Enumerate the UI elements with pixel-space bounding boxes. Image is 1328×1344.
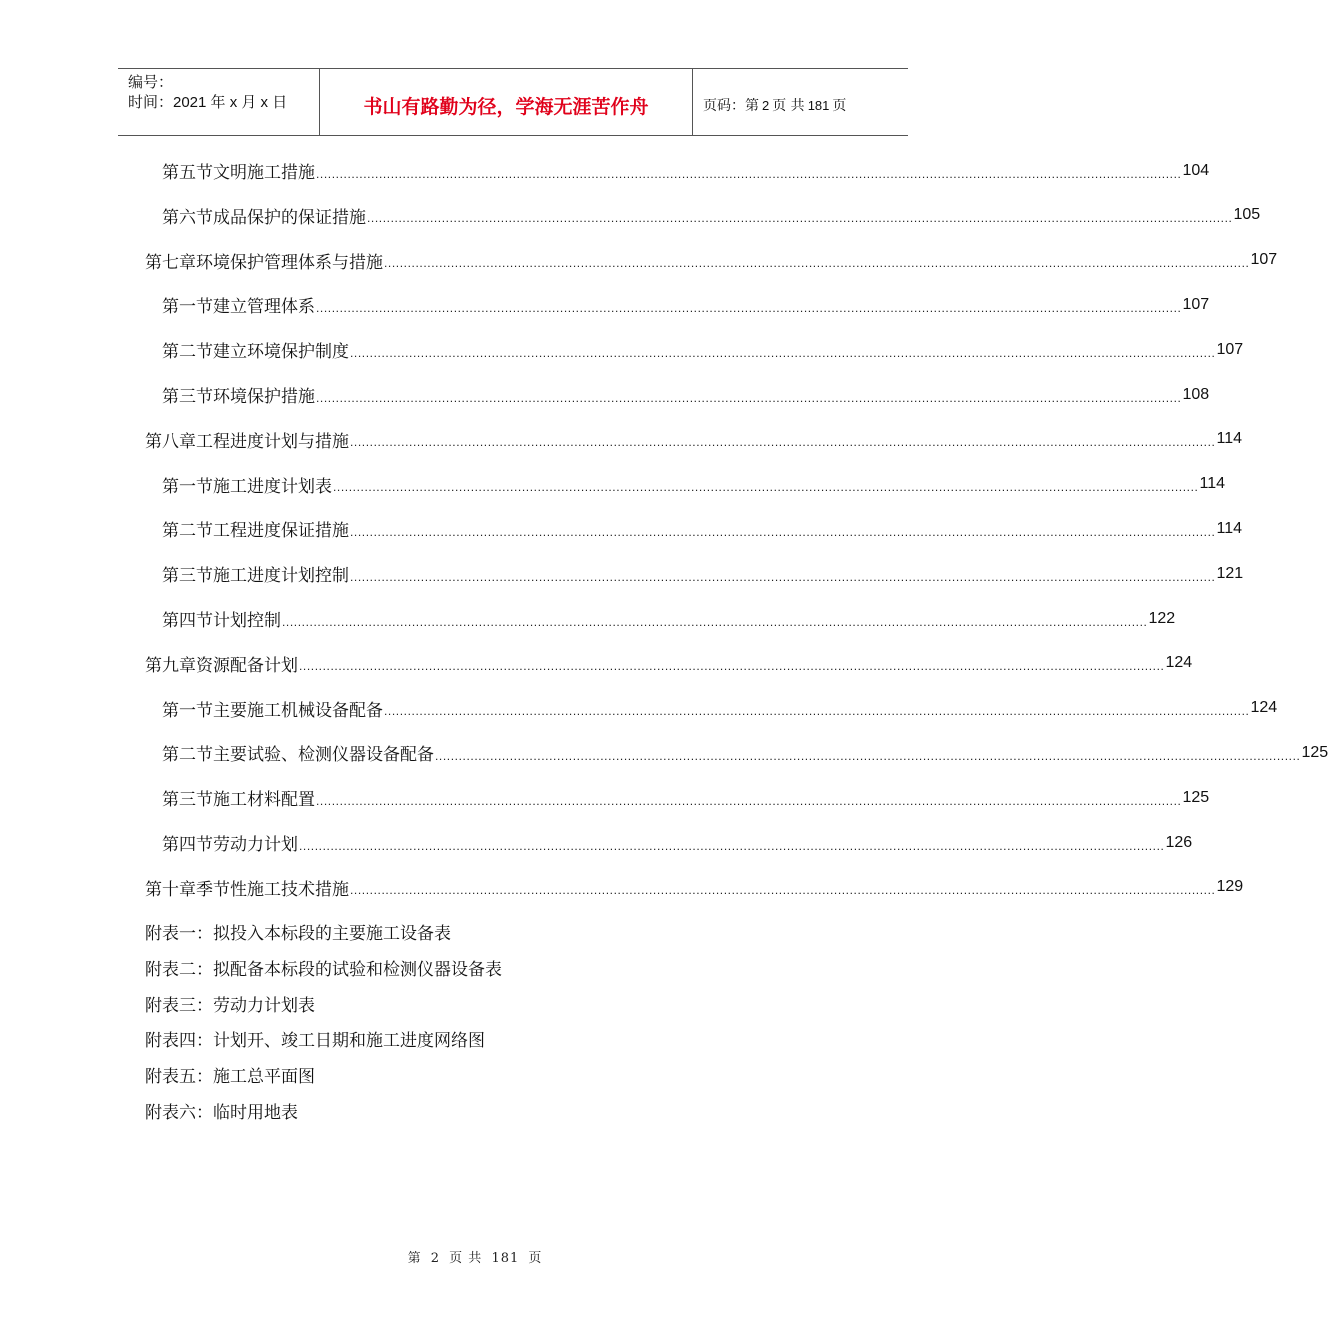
- header-meta-cell: [118, 69, 320, 135]
- toc-section-entry[interactable]: [162, 775, 1210, 820]
- toc-dot-leader: ............................................................................................................................................................................................................................: [350, 569, 1216, 584]
- toc-entry-page: 121: [1216, 564, 1244, 582]
- toc-section-entry[interactable]: [162, 462, 1225, 507]
- toc-dot-leader: ............................................................................................................................................................................................................................: [384, 256, 1250, 271]
- toc-dot-leader: ............................................................................................................................................................................................................................: [316, 300, 1182, 315]
- page-footer: [0, 1247, 950, 1266]
- page-mid: 页 共: [772, 98, 805, 114]
- toc-entry-page: 125: [1182, 788, 1210, 806]
- toc-entry-title: 季节性施工技术措施: [196, 879, 349, 900]
- toc-entry-label: 第四节: [162, 611, 213, 631]
- toc-dot-leader: ............................................................................................................................................................................................................................: [350, 883, 1216, 898]
- toc-section-entry[interactable]: [162, 820, 1193, 865]
- toc-entry-title: 环境保护措施: [213, 387, 315, 407]
- appendix-item[interactable]: 附表五：施工总平面图: [145, 1067, 315, 1088]
- toc-entry-title: 工程进度保证措施: [213, 521, 349, 542]
- toc-entry-label: 第五节: [162, 163, 213, 183]
- page-prefix: 页码：第: [703, 98, 759, 114]
- toc-entry-label: 第二节: [162, 521, 213, 542]
- toc-entry-page: 107: [1182, 295, 1210, 313]
- toc-entry-label: 第三节: [162, 790, 213, 811]
- appendix-item[interactable]: 附表二：拟配备本标段的试验和检测仪器设备表: [145, 959, 502, 980]
- serial-label: 编号：: [128, 74, 174, 91]
- toc-entry-page: 107: [1216, 340, 1244, 358]
- toc-section-entry[interactable]: [162, 506, 1242, 551]
- toc-entry-label: 第四节: [162, 835, 213, 855]
- header-motto: 书山有路勤为径，学海无涯苦作舟: [320, 69, 693, 135]
- toc-entry-title: 计划控制: [213, 611, 281, 631]
- toc-entry-label: 第一节: [162, 476, 213, 497]
- toc-section-entry[interactable]: [162, 596, 1176, 641]
- footer-suffix: 页: [528, 1251, 543, 1266]
- toc-entry-page: 114: [1199, 475, 1225, 493]
- toc-chapter-entry[interactable]: [145, 238, 1278, 283]
- toc-dot-leader: ............................................................................................................................................................................................................................: [350, 435, 1216, 450]
- toc-entry-label: 第三节: [162, 387, 213, 407]
- toc-entry-page: 124: [1165, 654, 1193, 672]
- toc-dot-leader: ............................................................................................................................................................................................................................: [316, 390, 1182, 405]
- toc-dot-leader: ............................................................................................................................................................................................................................: [316, 166, 1182, 181]
- page-total: 181: [807, 97, 830, 113]
- toc-entry-title: 劳动力计划: [213, 835, 298, 855]
- toc-entry-page: 122: [1148, 609, 1176, 627]
- toc-entry-page: 125: [1301, 743, 1328, 761]
- toc-entry-page: 104: [1182, 161, 1210, 179]
- toc-entry-page: 105: [1233, 206, 1261, 224]
- appendix-item[interactable]: 附表一：拟投入本标段的主要施工设备表: [145, 924, 451, 944]
- toc-entry-title: 文明施工措施: [213, 163, 315, 183]
- toc-entry-label: 第八章: [145, 431, 196, 452]
- toc-section-entry[interactable]: [162, 686, 1278, 731]
- footer-total: 181: [491, 1251, 520, 1266]
- toc-entry-label: 第九章: [145, 655, 196, 676]
- toc-entry-page: 124: [1250, 699, 1278, 717]
- toc-dot-leader: ............................................................................................................................................................................................................................: [333, 480, 1199, 495]
- toc-chapter-entry[interactable]: [145, 865, 1244, 910]
- toc-entry-page: 108: [1182, 385, 1210, 403]
- toc-section-entry[interactable]: [162, 148, 1210, 193]
- footer-prefix: 第: [407, 1251, 422, 1266]
- appendix-item[interactable]: 附表六：临时用地表: [145, 1103, 298, 1123]
- toc-entry-label: 第三节: [162, 566, 213, 587]
- time-label: 时间：2021 年 x 月 x 日: [128, 94, 288, 111]
- toc-section-entry[interactable]: [162, 327, 1244, 372]
- toc-entry-title: 施工进度计划表: [213, 476, 332, 497]
- toc-entry-page: 129: [1216, 878, 1244, 896]
- toc-entry-title: 环境保护管理体系与措施: [196, 252, 383, 273]
- toc-entry-label: 第十章: [145, 879, 196, 900]
- toc-section-entry[interactable]: [162, 282, 1210, 327]
- appendix-item[interactable]: 附表三：劳动力计划表: [145, 995, 315, 1016]
- toc-entry-label: 第七章: [145, 252, 196, 273]
- toc-entry-title: 主要试验、检测仪器设备配备: [213, 745, 434, 766]
- toc-dot-leader: ............................................................................................................................................................................................................................: [299, 659, 1165, 674]
- toc-section-entry[interactable]: [162, 372, 1210, 417]
- toc-section-entry[interactable]: [162, 193, 1261, 238]
- toc-entry-label: 第二节: [162, 745, 213, 766]
- toc-entry-title: 建立管理体系: [213, 297, 315, 318]
- toc-dot-leader: ............................................................................................................................................................................................................................: [299, 838, 1165, 853]
- toc-entry-page: 107: [1250, 251, 1278, 269]
- footer-mid: 页 共: [449, 1251, 483, 1266]
- toc-entry-label: 第一节: [162, 297, 213, 318]
- toc-entry-title: 施工材料配置: [213, 790, 315, 811]
- footer-current: 2: [430, 1251, 441, 1266]
- page-suffix: 页: [832, 98, 847, 114]
- page-header: [118, 68, 908, 136]
- toc-dot-leader: ............................................................................................................................................................................................................................: [316, 793, 1182, 808]
- toc-entry-title: 主要施工机械设备配备: [213, 700, 383, 721]
- toc-entry-page: 114: [1216, 430, 1242, 448]
- toc-entry-label: 第一节: [162, 700, 213, 721]
- toc-entry-title: 施工进度计划控制: [213, 566, 349, 587]
- toc-dot-leader: ............................................................................................................................................................................................................................: [282, 614, 1148, 629]
- toc-entry-title: 工程进度计划与措施: [196, 431, 349, 452]
- toc-entry-title: 建立环境保护制度: [213, 342, 349, 363]
- toc-entry-title: 资源配备计划: [196, 655, 298, 676]
- toc-dot-leader: ............................................................................................................................................................................................................................: [350, 524, 1216, 539]
- toc-section-entry[interactable]: [162, 551, 1244, 596]
- appendix-item[interactable]: 附表四：计划开、竣工日期和施工进度网络图: [145, 1031, 485, 1052]
- toc-chapter-entry[interactable]: [145, 641, 1193, 686]
- toc-dot-leader: ............................................................................................................................................................................................................................: [435, 748, 1301, 763]
- toc-dot-leader: ............................................................................................................................................................................................................................: [350, 345, 1216, 360]
- header-page-info: [693, 69, 908, 135]
- toc-dot-leader: ............................................................................................................................................................................................................................: [384, 704, 1250, 719]
- toc-entry-page: 114: [1216, 519, 1242, 537]
- toc-entry-title: 成品保护的保证措施: [213, 207, 366, 228]
- toc-section-entry[interactable]: [162, 730, 1328, 775]
- toc-dot-leader: ............................................................................................................................................................................................................................: [367, 211, 1233, 226]
- toc-chapter-entry[interactable]: [145, 417, 1242, 462]
- page-current: 2: [762, 97, 770, 113]
- toc-entry-label: 第二节: [162, 342, 213, 363]
- toc-entry-page: 126: [1165, 833, 1193, 851]
- toc-entry-label: 第六节: [162, 207, 213, 228]
